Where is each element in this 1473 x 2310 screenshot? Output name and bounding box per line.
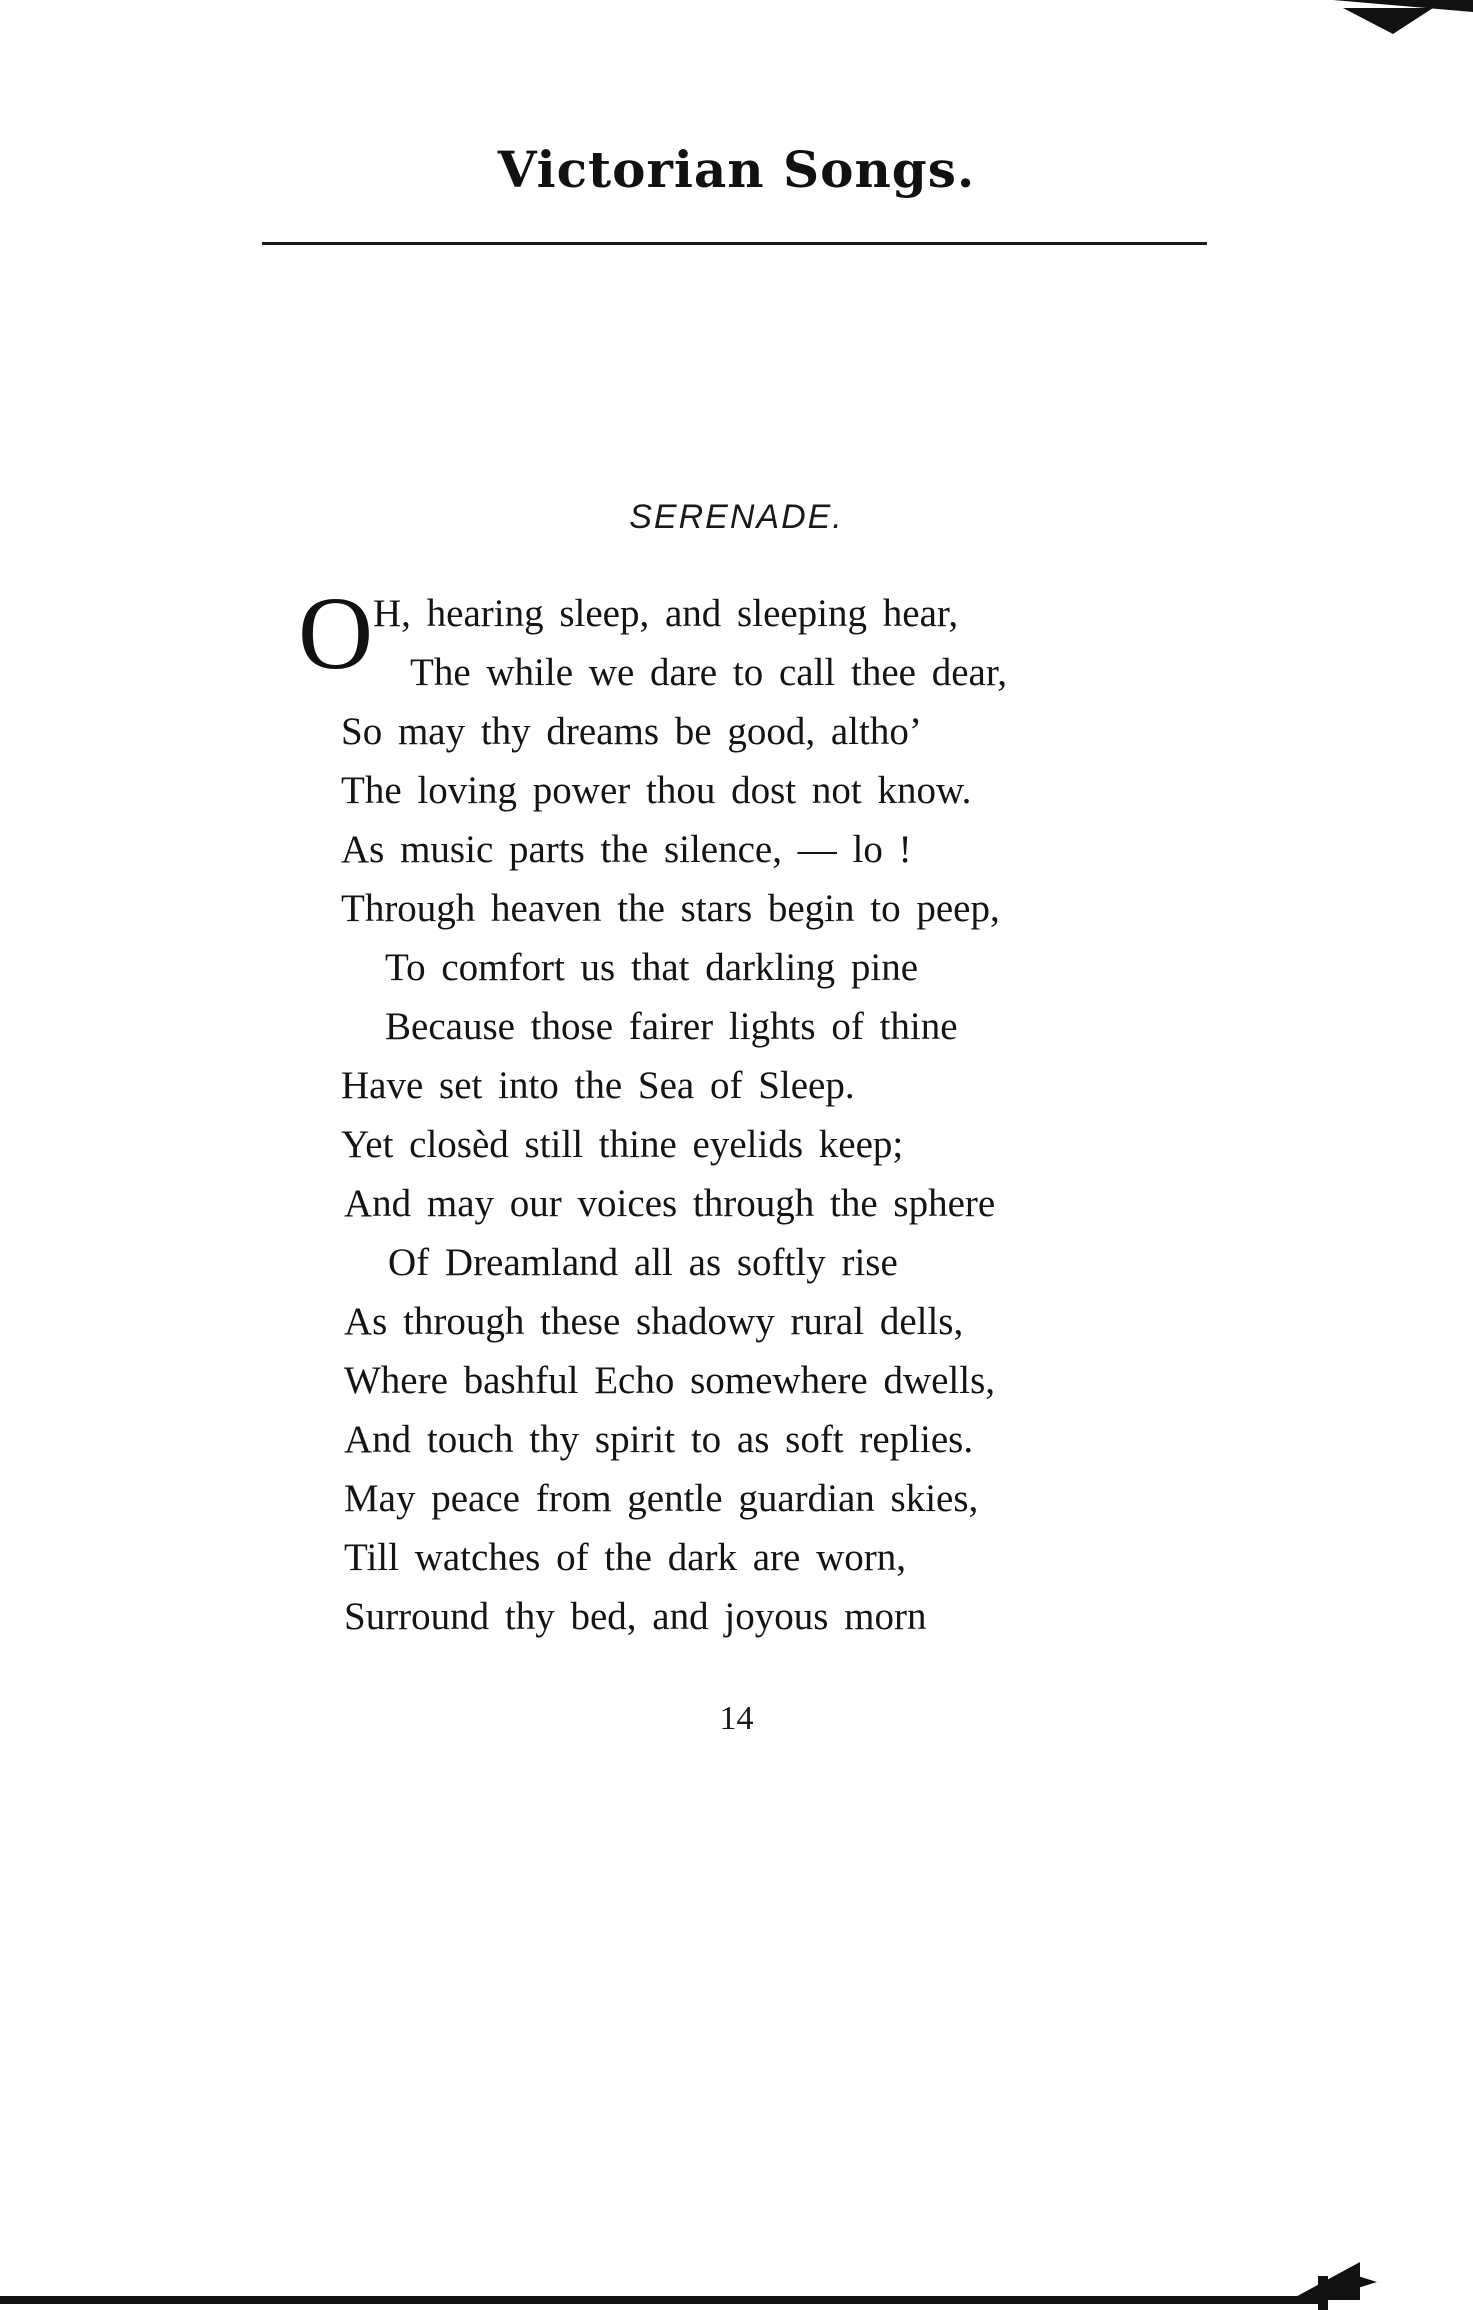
- corner-mark-bottom-bar: [1318, 2276, 1328, 2310]
- poem-line: Have set into the Sea of Sleep.: [341, 1064, 855, 1107]
- poem-line: Till watches of the dark are worn,: [344, 1536, 907, 1579]
- corner-mark-top-tail: [1343, 8, 1433, 34]
- poem-line: Through heaven the stars begin to peep,: [341, 887, 1000, 930]
- header-rule: [262, 242, 1207, 245]
- poem-line: Surround thy bed, and joyous morn: [344, 1595, 927, 1638]
- bottom-rule: [0, 2296, 1320, 2304]
- poem-line: Yet closèd still thine eyelids keep;: [341, 1123, 904, 1166]
- running-head: Victorian Songs.: [497, 140, 976, 199]
- poem-line: Where bashful Echo somewhere dwells,: [344, 1359, 996, 1402]
- poem-line: To comfort us that darkling pine: [385, 946, 919, 989]
- poem-line: The loving power thou dost not know.: [341, 769, 972, 812]
- poem-line: Of Dreamland all as softly rise: [388, 1241, 898, 1284]
- page-number: 14: [719, 1700, 754, 1737]
- poem-line: The while we dare to call thee dear,: [410, 651, 1007, 694]
- poem-line: Because those fairer lights of thine: [385, 1005, 958, 1048]
- poem-line: And may our voices through the sphere: [344, 1182, 996, 1225]
- poem-line: May peace from gentle guardian skies,: [344, 1477, 979, 1520]
- poem-title: SERENADE.: [629, 498, 844, 536]
- poem-line: As music parts the silence, — lo !: [341, 828, 912, 871]
- poem-line: As through these shadowy rural dells,: [344, 1300, 964, 1343]
- drop-cap: O: [298, 576, 374, 691]
- corner-mark-bottom: [1345, 2272, 1377, 2292]
- poem-line: H, hearing sleep, and sleeping hear,: [373, 592, 959, 635]
- poem-line: So may thy dreams be good, altho’: [341, 710, 922, 753]
- poem-line: And touch thy spirit to as soft replies.: [344, 1418, 974, 1461]
